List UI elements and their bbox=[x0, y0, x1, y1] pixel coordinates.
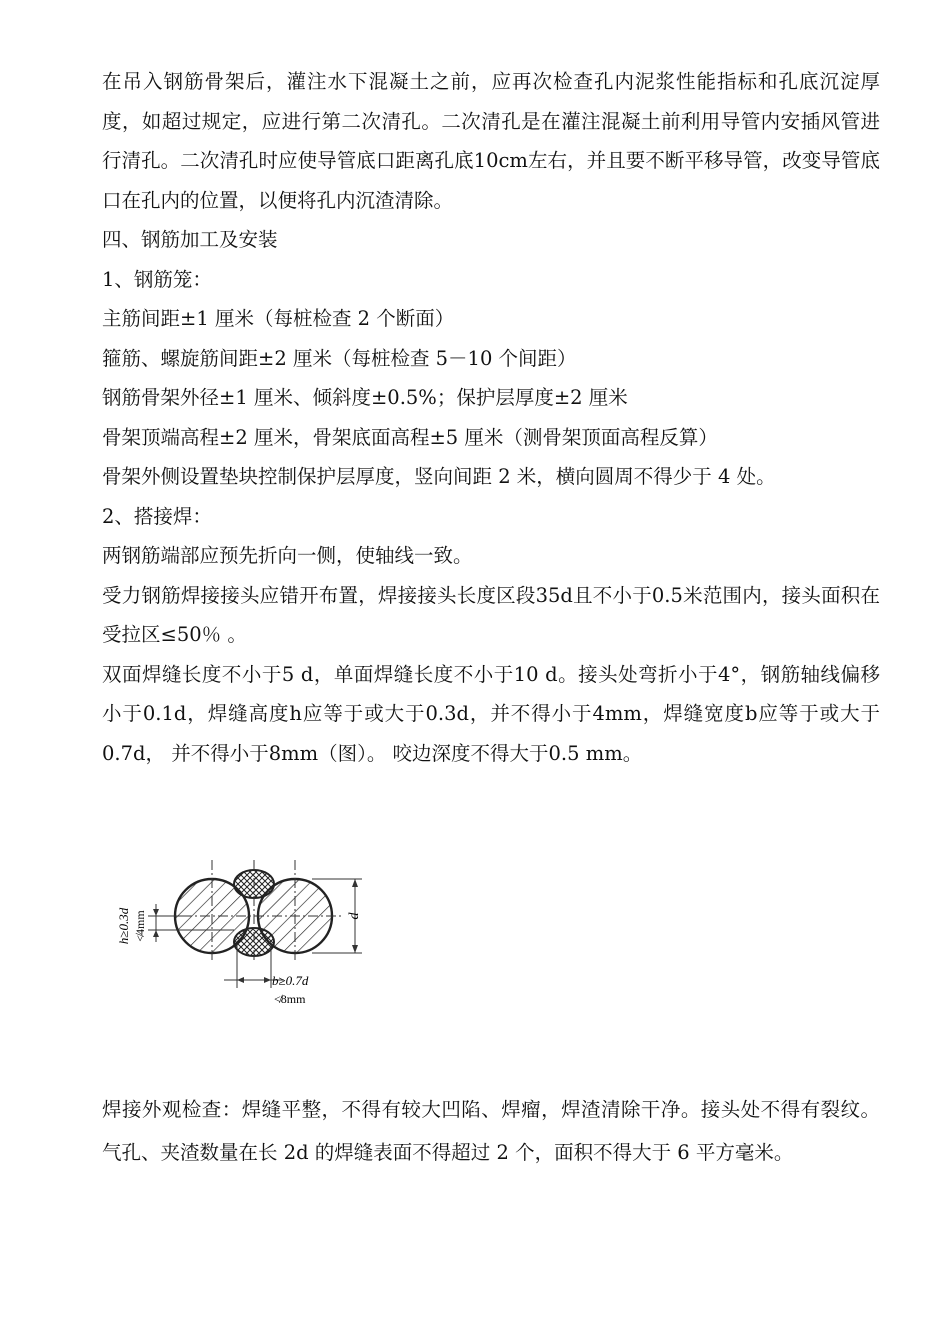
spec-main-bar-spacing: 主筋间距±1 厘米（每桩检查 2 个断面） bbox=[102, 307, 455, 330]
spec-spacer-blocks: 骨架外侧设置垫块控制保护层厚度，竖向间距 2 米，横向圆周不得少于 4 处。 bbox=[102, 465, 776, 488]
dimension-label-b: b≥0.7d bbox=[272, 973, 309, 988]
dimension-label-b-min: ≮8mm bbox=[274, 992, 306, 1006]
lap-weld-cross-section-figure bbox=[112, 854, 382, 1014]
dimension-label-h: h≥0.3d bbox=[116, 907, 131, 945]
spec-joint-staggering: 受力钢筋焊接接头应错开布置，焊接接头长度区段35d且不小于0.5米范围内，接头面积在受拉区≤50％ 。 bbox=[102, 583, 880, 646]
section-heading-rebar: 四、钢筋加工及安装 bbox=[102, 228, 278, 251]
spec-bend-ends: 两钢筋端部应预先折向一侧，使轴线一致。 bbox=[102, 544, 473, 567]
body-text-top bbox=[102, 62, 880, 773]
spec-weld-dimensions: 双面焊缝长度不小于5 d，单面焊缝长度不小于10 d。接头处弯折小于4°，钢筋轴线偏移小于0.1d，焊缝高度h应等于或大于0.3d，并不得小于4mm，焊缝宽度b应等于或大于0.7d， 并不得小于8mm（图）。 咬边深度不得大于0.5 mm。 bbox=[102, 662, 880, 765]
subheading-rebar-cage: 1、钢筋笼： bbox=[102, 267, 212, 291]
dimension-label-d: d bbox=[347, 912, 362, 920]
body-text-bottom bbox=[102, 1088, 880, 1174]
subheading-lap-weld: 2、搭接焊： bbox=[102, 504, 212, 528]
spec-stirrup-spacing: 箍筋、螺旋筋间距±2 厘米（每桩检查 5－10 个间距） bbox=[102, 346, 577, 370]
spec-cage-diameter: 钢筋骨架外径±1 厘米、倾斜度±0.5%；保护层厚度±2 厘米 bbox=[102, 386, 628, 409]
dimension-label-h-min: ≮4mm bbox=[133, 910, 147, 942]
paragraph-weld-visual-inspection: 焊接外观检查：焊缝平整，不得有较大凹陷、焊瘤，焊渣清除干净。接头处不得有裂纹。气孔、夹渣数量在长 2d 的焊缝表面不得超过 2 个，面积不得大于 6 平方毫米。 bbox=[102, 1098, 880, 1164]
spec-cage-elevation: 骨架顶端高程±2 厘米，骨架底面高程±5 厘米（测骨架顶面高程反算） bbox=[102, 425, 718, 449]
paragraph-second-cleaning: 在吊入钢筋骨架后，灌注水下混凝土之前，应再次检查孔内泥浆性能指标和孔底沉淀厚度，如超过规定，应进行第二次清孔。二次清孔是在灌注混凝土前利用导管内安插风管进行清孔。二次清孔时应使导管底口距离孔底10cm左右，并且要不断平移导管，改变导管底口在孔内的位置，以便将孔内沉渣清除。 bbox=[102, 70, 880, 212]
